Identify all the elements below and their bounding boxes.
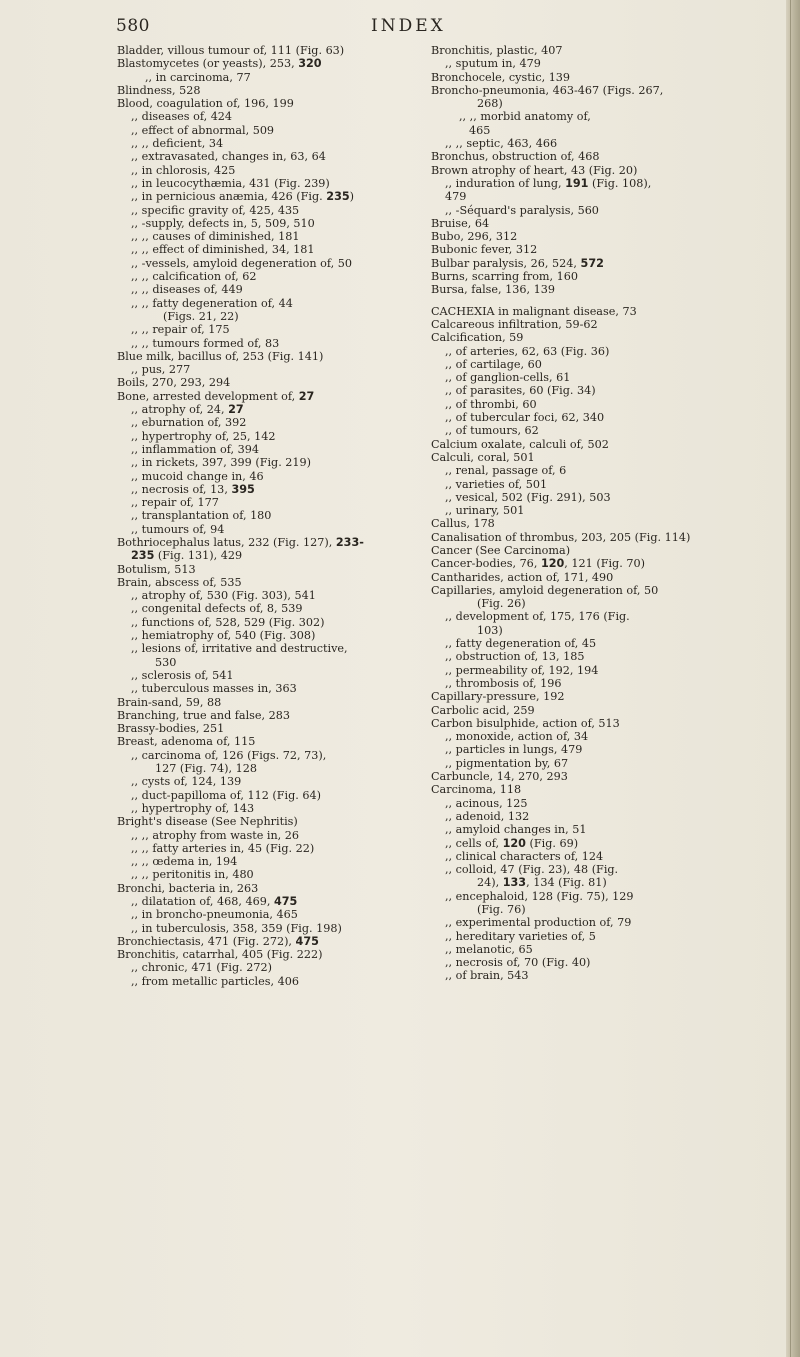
- index-entry: Broncho-pneumonia, 463-467 (Figs. 267,: [431, 83, 664, 97]
- index-entry: ,, functions of, 528, 529 (Fig. 302): [131, 615, 325, 629]
- index-entry: ,, development of, 175, 176 (Fig.: [445, 610, 630, 624]
- index-entry: Blood, coagulation of, 196, 199: [117, 97, 294, 111]
- bold-page-ref: 235: [131, 549, 155, 563]
- bold-page-ref: 133: [502, 876, 527, 890]
- index-entry: Blastomycetes (or yeasts), 253, 320: [117, 57, 322, 71]
- index-entry: Bulbar paralysis, 26, 524, 572: [431, 256, 604, 270]
- index-entry: ,, ,, fatty arteries in, 45 (Fig. 22): [131, 841, 315, 855]
- index-entry: ,, lesions of, irritative and destructive,: [131, 642, 348, 656]
- index-entry: ,, transplantation of, 180: [131, 509, 272, 523]
- bold-page-ref: 120: [540, 557, 565, 571]
- index-entry: Cancer-bodies, 76, 120, 121 (Fig. 70): [431, 557, 645, 571]
- index-entry: Callus, 178: [431, 517, 495, 531]
- index-entry: ,, of brain, 543: [445, 969, 529, 983]
- index-entry: ,, eburnation of, 392: [131, 416, 247, 430]
- index-entry: ,, repair of, 177: [131, 496, 219, 510]
- index-entry: (Figs. 21, 22): [163, 309, 239, 323]
- index-entry: ,, colloid, 47 (Fig. 23), 48 (Fig.: [445, 863, 619, 877]
- index-entry: ,, in pernicious anæmia, 426 (Fig. 235): [131, 190, 355, 204]
- index-entry: Calcification, 59: [431, 331, 524, 345]
- index-entry: Blue milk, bacillus of, 253 (Fig. 141): [117, 349, 324, 363]
- index-entry: ,, cysts of, 124, 139: [131, 775, 242, 789]
- index-column-left: [117, 44, 439, 988]
- index-entry: ,, pus, 277: [131, 363, 191, 377]
- bold-page-ref: 235: [326, 190, 350, 204]
- running-title: INDEX: [371, 16, 446, 36]
- bold-page-ref: 572: [580, 256, 604, 270]
- index-entry: ,, necrosis of, 70 (Fig. 40): [445, 956, 591, 970]
- index-entry: Bronchus, obstruction of, 468: [431, 150, 600, 164]
- index-entry: ,, melanotic, 65: [445, 942, 533, 956]
- index-entry: ,, of parasites, 60 (Fig. 34): [445, 384, 596, 398]
- index-entry: Carbon bisulphide, action of, 513: [431, 716, 620, 730]
- index-entry: (Fig. 26): [477, 597, 526, 611]
- bold-page-ref: 27: [228, 403, 244, 417]
- index-entry: ,, in leucocythæmia, 431 (Fig. 239): [131, 176, 330, 190]
- index-entry: ,, mucoid change in, 46: [131, 469, 264, 483]
- index-entry: ,, acinous, 125: [445, 796, 528, 810]
- index-entry: ,, ,, tumours formed of, 83: [131, 336, 280, 350]
- page-header: [0, 16, 786, 40]
- index-entry: ,, ,, peritonitis in, 480: [131, 868, 254, 882]
- index-entry: Capillaries, amyloid degeneration of, 50: [431, 583, 659, 597]
- index-entry: Bronchitis, catarrhal, 405 (Fig. 222): [117, 948, 323, 962]
- index-entry: Burns, scarring from, 160: [431, 270, 579, 284]
- bold-page-ref: 320: [298, 57, 322, 71]
- index-entry: ,, of ganglion-cells, 61: [445, 371, 571, 385]
- index-entry: ,, dilatation of, 468, 469, 475: [131, 895, 298, 908]
- index-entry: ,, necrosis of, 13, 395: [131, 482, 255, 496]
- index-entry: ,, induration of lung, 191 (Fig. 108),: [445, 176, 652, 190]
- index-entry: ,, particles in lungs, 479: [445, 743, 583, 757]
- index-entry: ,, tuberculous masses in, 363: [131, 682, 297, 696]
- page-number: 580: [116, 16, 150, 36]
- index-entry: ,, duct-papilloma of, 112 (Fig. 64): [131, 788, 321, 802]
- index-entry: ,, from metallic particles, 406: [131, 974, 299, 988]
- index-entry: ,, ,, effect of diminished, 34, 181: [131, 243, 315, 257]
- index-entry: ,, of arteries, 62, 63 (Fig. 36): [445, 344, 610, 358]
- index-entry: ,, experimental production of, 79: [445, 916, 632, 930]
- index-entry: Bronchiectasis, 471 (Fig. 272), 475: [117, 934, 319, 948]
- index-entry: ,, effect of abnormal, 509: [131, 123, 275, 137]
- index-entry: CACHEXIA in malignant disease, 73: [431, 304, 637, 318]
- index-entry: 24), 133, 134 (Fig. 81): [477, 876, 607, 890]
- index-entry: ,, ,, fatty degeneration of, 44: [131, 296, 293, 310]
- index-entry: ,, permeability of, 192, 194: [445, 663, 599, 677]
- index-entry: Calcareous infiltration, 59-62: [431, 317, 598, 331]
- index-entry: Bronchocele, cystic, 139: [431, 70, 571, 84]
- index-entry: Calcium oxalate, calculi of, 502: [431, 437, 609, 451]
- index-entry: ,, amyloid changes in, 51: [445, 823, 587, 837]
- index-entry: Bursa, false, 136, 139: [431, 283, 555, 297]
- index-entry: ,, ,, repair of, 175: [131, 323, 230, 337]
- index-entry: ,, atrophy of, 530 (Fig. 303), 541: [131, 589, 316, 603]
- index-entry: Carcinoma, 118: [431, 783, 522, 797]
- index-entry: Brassy-bodies, 251: [117, 722, 225, 736]
- index-entry: ,, atrophy of, 24, 27: [131, 403, 244, 417]
- index-entry: Cancer (See Carcinoma): [431, 543, 571, 557]
- index-entry: ,, encephaloid, 128 (Fig. 75), 129: [445, 889, 634, 903]
- index-entry: Bruise, 64: [431, 216, 490, 230]
- index-entry: ,, diseases of, 424: [131, 110, 233, 124]
- index-entry: Boils, 270, 293, 294: [117, 376, 231, 390]
- index-entry: ,, pigmentation by, 67: [445, 756, 569, 770]
- index-entry: ,, hypertrophy of, 25, 142: [131, 429, 276, 443]
- index-entry: ,, inflammation of, 394: [131, 442, 259, 456]
- index-entry: ,, in carcinoma, 77: [145, 70, 251, 84]
- index-entry: Cantharides, action of, 171, 490: [431, 570, 614, 584]
- index-entry: ,, specific gravity of, 425, 435: [131, 203, 300, 217]
- index-entry: 103): [477, 623, 503, 637]
- index-entry: ,, -Séquard's paralysis, 560: [445, 203, 599, 217]
- index-entry: ,, of cartilage, 60: [445, 357, 542, 371]
- index-entry: Bronchitis, plastic, 407: [431, 44, 563, 57]
- bold-page-ref: 27: [298, 389, 315, 403]
- index-entry: Calculi, coral, 501: [431, 450, 535, 464]
- index-entry: 268): [477, 97, 503, 111]
- index-column-right: [431, 44, 776, 983]
- index-entry: 479: [445, 190, 467, 204]
- index-entry: ,, hemiatrophy of, 540 (Fig. 308): [131, 629, 316, 643]
- index-entry: ,, sputum in, 479: [445, 57, 541, 71]
- index-entry: ,, of thrombi, 60: [445, 397, 537, 411]
- index-entry: ,, -supply, defects in, 5, 509, 510: [131, 216, 315, 230]
- index-entry: Bubo, 296, 312: [431, 230, 518, 244]
- index-entry: 465: [469, 123, 491, 137]
- index-entry: ,, monoxide, action of, 34: [445, 730, 589, 744]
- index-entry: ,, urinary, 501: [445, 504, 525, 518]
- index-entry: ,, in chlorosis, 425: [131, 163, 236, 177]
- bold-page-ref: 191: [565, 176, 589, 190]
- index-entry: ,, vesical, 502 (Fig. 291), 503: [445, 490, 611, 504]
- index-entry: Canalisation of thrombus, 203, 205 (Fig. 114): [431, 530, 691, 544]
- index-entry: ,, sclerosis of, 541: [131, 668, 234, 682]
- index-entry: ,, ,, causes of diminished, 181: [131, 230, 300, 244]
- index-entry: ,, fatty degeneration of, 45: [445, 637, 597, 651]
- index-entry: ,, in broncho-pneumonia, 465: [131, 908, 298, 922]
- bold-page-ref: 475: [273, 895, 298, 908]
- index-entry: Carbolic acid, 259: [431, 703, 535, 717]
- index-entry: Bothriocephalus latus, 232 (Fig. 127), 233-: [117, 535, 364, 549]
- index-entry: Bronchi, bacteria in, 263: [117, 881, 259, 895]
- index-entry: ,, varieties of, 501: [445, 477, 548, 491]
- index-entry: ,, carcinoma of, 126 (Figs. 72, 73),: [131, 748, 327, 762]
- index-entry: Bone, arrested development of, 27: [117, 389, 315, 403]
- index-entry: ,, congenital defects of, 8, 539: [131, 602, 303, 616]
- index-entry: Botulism, 513: [117, 562, 196, 576]
- index-entry: ,, ,, œdema in, 194: [131, 855, 238, 869]
- index-entry: ,, ,, deficient, 34: [131, 137, 224, 151]
- index-entry: 127 (Fig. 74), 128: [155, 762, 257, 776]
- index-entry: ,, ,, septic, 463, 466: [445, 137, 558, 151]
- index-entry: ,, hypertrophy of, 143: [131, 801, 255, 815]
- index-entry: ,, thrombosis of, 196: [445, 676, 562, 690]
- bold-page-ref: 120: [502, 836, 526, 850]
- index-entry: (Fig. 76): [477, 903, 526, 916]
- index-entry: ,, obstruction of, 13, 185: [445, 650, 585, 664]
- index-entry: ,, ,, atrophy from waste in, 26: [131, 828, 300, 842]
- index-entry: ,, ,, diseases of, 449: [131, 283, 243, 297]
- bold-page-ref: 395: [231, 482, 255, 496]
- index-entry: ,, in rickets, 397, 399 (Fig. 219): [131, 456, 312, 470]
- index-entry: Bright's disease (See Nephritis): [117, 815, 298, 829]
- bold-page-ref: 475: [295, 934, 319, 948]
- index-entry: ,, in tuberculosis, 358, 359 (Fig. 198): [131, 921, 342, 935]
- index-entry: ,, renal, passage of, 6: [445, 464, 567, 478]
- index-entry: Bubonic fever, 312: [431, 243, 538, 257]
- index-entry: Blindness, 528: [117, 83, 201, 97]
- index-entry: Breast, adenoma of, 115: [117, 735, 256, 749]
- index-entry: ,, ,, morbid anatomy of,: [459, 110, 591, 124]
- index-entry: 235 (Fig. 131), 429: [131, 549, 243, 563]
- page-edge: [786, 0, 800, 1357]
- index-entry: Bladder, villous tumour of, 111 (Fig. 63): [117, 44, 345, 57]
- index-entry: ,, clinical characters of, 124: [445, 849, 604, 863]
- index-entry: ,, -vessels, amyloid degeneration of, 50: [131, 256, 352, 270]
- index-entry: 530: [155, 655, 177, 669]
- index-entry: Branching, true and false, 283: [117, 708, 291, 722]
- index-entry: ,, hereditary varieties of, 5: [445, 929, 596, 943]
- index-entry: Brain-sand, 59, 88: [117, 695, 222, 709]
- index-entry: ,, extravasated, changes in, 63, 64: [131, 150, 326, 164]
- index-entry: ,, tumours of, 94: [131, 522, 225, 536]
- index-entry: Capillary-pressure, 192: [431, 690, 565, 704]
- index-entry: Carbuncle, 14, 270, 293: [431, 770, 568, 784]
- index-entry: Brain, abscess of, 535: [117, 575, 242, 589]
- index-entry: ,, cells of, 120 (Fig. 69): [445, 836, 579, 850]
- bold-page-ref: 233-: [335, 535, 364, 549]
- index-entry: ,, of tumours, 62: [445, 424, 539, 438]
- index-entry: ,, adenoid, 132: [445, 809, 530, 823]
- index-entry: ,, ,, calcification of, 62: [131, 270, 257, 284]
- index-entry: ,, chronic, 471 (Fig. 272): [131, 961, 272, 975]
- index-entry: ,, of tubercular foci, 62, 340: [445, 411, 605, 425]
- index-entry: Brown atrophy of heart, 43 (Fig. 20): [431, 163, 638, 177]
